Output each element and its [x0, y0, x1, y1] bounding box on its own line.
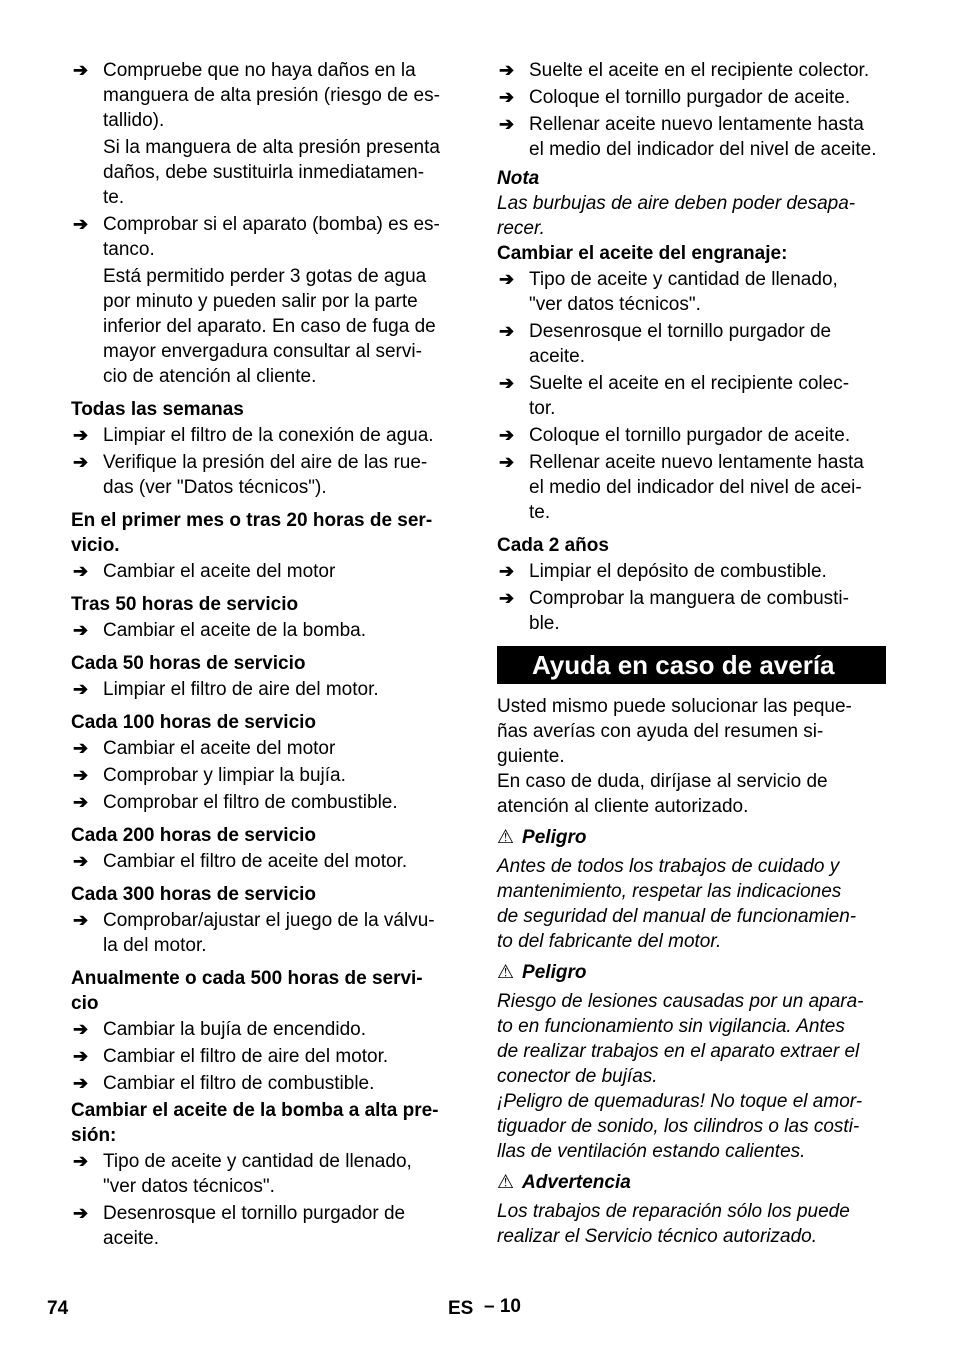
arrow-icon: ➔: [499, 561, 515, 581]
section-heading: Cada 2 años: [497, 535, 609, 556]
intro-text: Usted mismo puede solucionar las peque- ñas averías con ayuda del resumen si- guiente. En caso de duda, diríjase al servicio de atención al cliente autorizado.: [497, 696, 852, 817]
list-item: ➔ Suelte el aceite en el recipiente colector.: [499, 60, 870, 81]
note-title: Nota: [497, 168, 540, 189]
list-item: ➔ Coloque el tornillo purgador de aceite.: [499, 425, 851, 446]
list-item: ➔ Cambiar el filtro de aire del motor.: [73, 1046, 389, 1067]
danger-title: ⚠ Peligro: [497, 827, 587, 848]
section-page-number: – 10: [484, 1296, 521, 1317]
arrow-icon: ➔: [499, 373, 515, 393]
section-heading: En el primer mes o tras 20 horas de ser- vicio.: [71, 510, 433, 556]
left-column: [71, 58, 463, 1253]
list-item: ➔ Rellenar aceite nuevo lentamente hasta el medio del indicador del nivel de aceite.: [499, 114, 877, 160]
language-code: ES: [448, 1298, 474, 1319]
paragraph: Si la manguera de alta presión presenta daños, debe sustituirla inmediatamen- te.: [103, 137, 440, 208]
list-item: ➔ Compruebe que no haya daños en la manguera de alta presión (riesgo de es- tallido).: [73, 60, 440, 131]
arrow-icon: ➔: [499, 114, 515, 134]
arrow-icon: ➔: [73, 765, 89, 785]
list-item: ➔ Coloque el tornillo purgador de aceite.: [499, 87, 851, 108]
warning-text: Los trabajos de reparación sólo los puede realizar el Servicio técnico autorizado.: [497, 1201, 850, 1247]
section-heading: Cambiar el aceite de la bomba a alta pre- sión:: [71, 1100, 439, 1146]
list-item: ➔ Cambiar la bujía de encendido.: [73, 1019, 367, 1040]
list-item: ➔ Comprobar la manguera de combusti- ble.: [499, 588, 849, 634]
arrow-icon: ➔: [73, 60, 89, 80]
list-item: ➔ Suelte el aceite en el recipiente colec- tor.: [499, 373, 850, 419]
danger-text: Riesgo de lesiones causadas por un apara- to en funcionamiento sin vigilancia. Antes de realizar trabajos en el aparato extraer el conector de bujías. ¡Peligro de quemaduras! No toque el amor- tiguador de sonido, los cilindros o las costi- llas de ventilación estando calientes.: [497, 991, 864, 1162]
page-number: 74: [47, 1298, 69, 1319]
list-item: ➔ Cambiar el aceite del motor: [73, 561, 336, 582]
section-heading: Cada 50 horas de servicio: [71, 653, 306, 674]
arrow-icon: ➔: [499, 452, 515, 472]
list-item: ➔ Comprobar/ajustar el juego de la válvu- la del motor.: [73, 910, 435, 956]
arrow-icon: ➔: [73, 910, 89, 930]
arrow-icon: ➔: [73, 452, 89, 472]
list-item: ➔ Rellenar aceite nuevo lentamente hasta el medio del indicador del nivel de acei- te.: [499, 452, 864, 523]
section-heading: Cada 200 horas de servicio: [71, 825, 317, 846]
arrow-icon: ➔: [73, 851, 89, 871]
note-text: Las burbujas de aire deben poder desapa- recer.: [497, 193, 856, 239]
danger-text: Antes de todos los trabajos de cuidado y mantenimiento, respetar las indicaciones de seguridad del manual de funcionamien- to del fabricante del motor.: [497, 856, 857, 952]
arrow-icon: ➔: [73, 1046, 89, 1066]
arrow-icon: ➔: [73, 679, 89, 699]
list-item: ➔ Cambiar el aceite de la bomba.: [73, 620, 366, 641]
arrow-icon: ➔: [73, 1073, 89, 1093]
danger-title: ⚠ Peligro: [497, 962, 587, 983]
warning-title: ⚠ Advertencia: [497, 1172, 631, 1193]
arrow-icon: ➔: [73, 1151, 89, 1171]
section-heading: Cada 100 horas de servicio: [71, 712, 317, 733]
arrow-icon: ➔: [499, 321, 515, 341]
list-item: ➔ Desenrosque el tornillo purgador de aceite.: [499, 321, 832, 367]
arrow-icon: ➔: [73, 425, 89, 445]
warning-triangle-icon: ⚠: [497, 1172, 515, 1193]
list-item: ➔ Limpiar el filtro de la conexión de agua.: [73, 425, 434, 446]
list-item: ➔ Cambiar el filtro de combustible.: [73, 1073, 375, 1094]
arrow-icon: ➔: [499, 588, 515, 608]
arrow-icon: ➔: [499, 60, 515, 80]
arrow-icon: ➔: [73, 214, 89, 234]
list-item: ➔ Tipo de aceite y cantidad de llenado, "ver datos técnicos".: [499, 269, 838, 315]
list-item: ➔ Desenrosque el tornillo purgador de aceite.: [73, 1203, 406, 1249]
list-item: ➔ Cambiar el filtro de aceite del motor.: [73, 851, 408, 872]
arrow-icon: ➔: [73, 561, 89, 581]
section-heading: Cambiar el aceite del engranaje:: [497, 243, 788, 264]
arrow-icon: ➔: [73, 738, 89, 758]
arrow-icon: ➔: [73, 1203, 89, 1223]
paragraph: Está permitido perder 3 gotas de agua por minuto y pueden salir por la parte inferior del aparato. En caso de fuga de mayor envergadura consultar al servi- cio de atención al cliente.: [103, 266, 436, 387]
list-item: ➔ Tipo de aceite y cantidad de llenado, "ver datos técnicos".: [73, 1151, 412, 1197]
arrow-icon: ➔: [499, 269, 515, 289]
list-item: ➔ Comprobar el filtro de combustible.: [73, 792, 398, 813]
list-item: ➔ Limpiar el filtro de aire del motor.: [73, 679, 379, 700]
arrow-icon: ➔: [73, 620, 89, 640]
section-heading: Todas las semanas: [71, 399, 244, 420]
list-item: ➔ Cambiar el aceite del motor: [73, 738, 336, 759]
list-item: ➔ Comprobar si el aparato (bomba) es es- tanco.: [73, 214, 440, 260]
warning-triangle-icon: ⚠: [497, 962, 515, 983]
list-item: ➔ Limpiar el depósito de combustible.: [499, 561, 827, 582]
list-item: ➔ Comprobar y limpiar la bujía.: [73, 765, 346, 786]
section-title-bar: Ayuda en caso de avería: [497, 646, 886, 684]
arrow-icon: ➔: [499, 425, 515, 445]
section-heading: Anualmente o cada 500 horas de servi- cio: [71, 968, 423, 1014]
section-heading: Tras 50 horas de servicio: [71, 594, 299, 615]
arrow-icon: ➔: [499, 87, 515, 107]
list-item: ➔ Verifique la presión del aire de las rue- das (ver "Datos técnicos").: [73, 452, 428, 498]
arrow-icon: ➔: [73, 792, 89, 812]
right-column: [497, 58, 886, 1249]
section-heading: Cada 300 horas de servicio: [71, 884, 317, 905]
warning-triangle-icon: ⚠: [497, 827, 515, 848]
arrow-icon: ➔: [73, 1019, 89, 1039]
